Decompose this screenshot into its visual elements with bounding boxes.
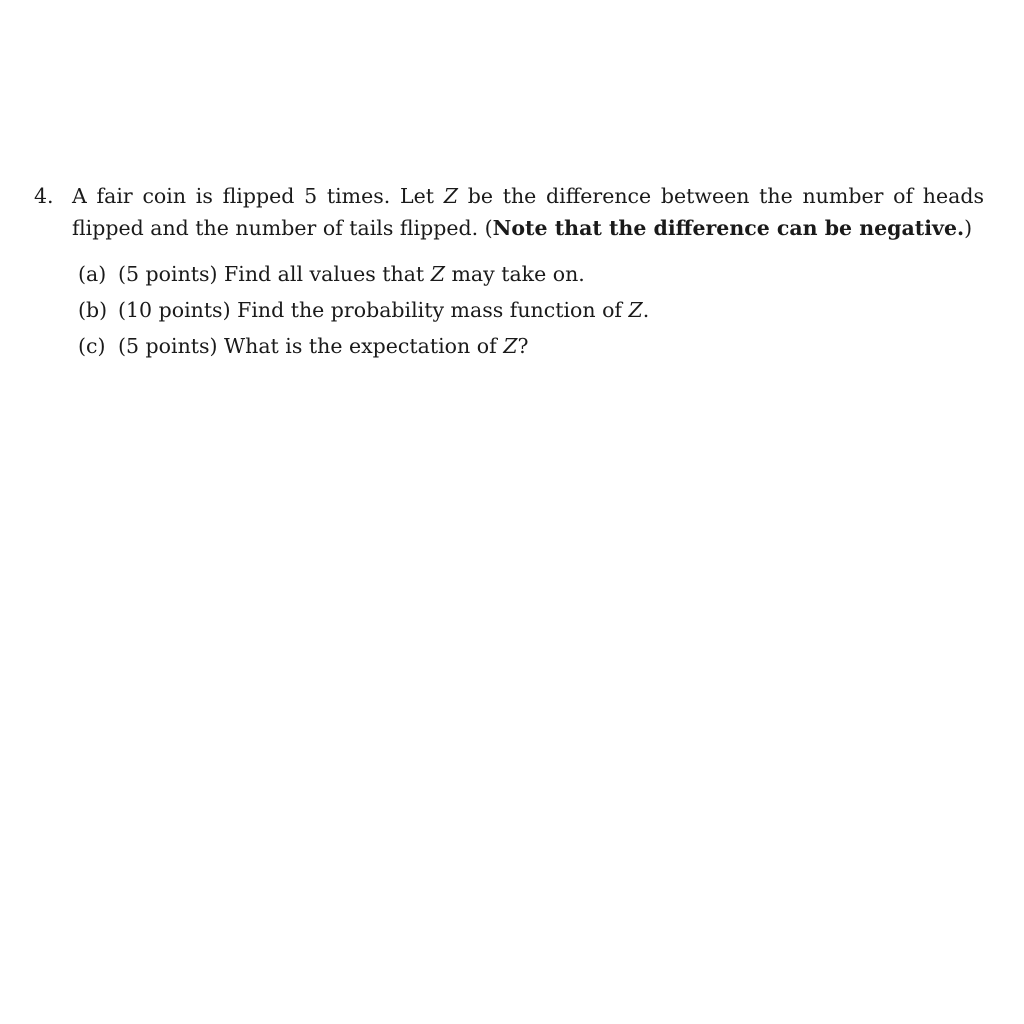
variable-z: Z	[443, 184, 458, 208]
subpart-text-before: (5 points) What is the expectation of	[118, 334, 504, 358]
subpart-text	[118, 292, 649, 328]
variable-z: Z	[503, 334, 518, 358]
stem-text-end: )	[964, 216, 973, 240]
stem-text-middle: be the difference between the number of heads flipped and the number of tails flipped. (	[72, 184, 984, 240]
subpart-text-after: may take on.	[444, 262, 585, 286]
subpart-text	[118, 256, 585, 292]
subpart-text-after: ?	[517, 334, 529, 358]
subpart-a	[78, 256, 984, 292]
problem-number: 4.	[34, 184, 54, 208]
subpart-text	[118, 328, 528, 364]
subpart-text-after: .	[642, 298, 650, 322]
subparts-list	[34, 256, 984, 364]
subpart-label: (a)	[78, 262, 107, 286]
subpart-b	[78, 292, 984, 328]
subpart-text-before: (10 points) Find the probability mass function of	[118, 298, 629, 322]
subpart-text-before: (5 points) Find all values that	[118, 262, 431, 286]
subpart-label: (c)	[78, 334, 106, 358]
problem-4	[34, 180, 984, 364]
variable-z: Z	[628, 298, 643, 322]
subpart-c	[78, 328, 984, 364]
note-bold-text: Note that the difference can be negative.	[492, 216, 965, 240]
subpart-label: (b)	[78, 298, 108, 322]
variable-z: Z	[430, 262, 445, 286]
problem-statement	[72, 180, 984, 244]
stem-text-start: A fair coin is flipped 5 times. Let	[72, 184, 444, 208]
problem-stem	[34, 180, 984, 244]
